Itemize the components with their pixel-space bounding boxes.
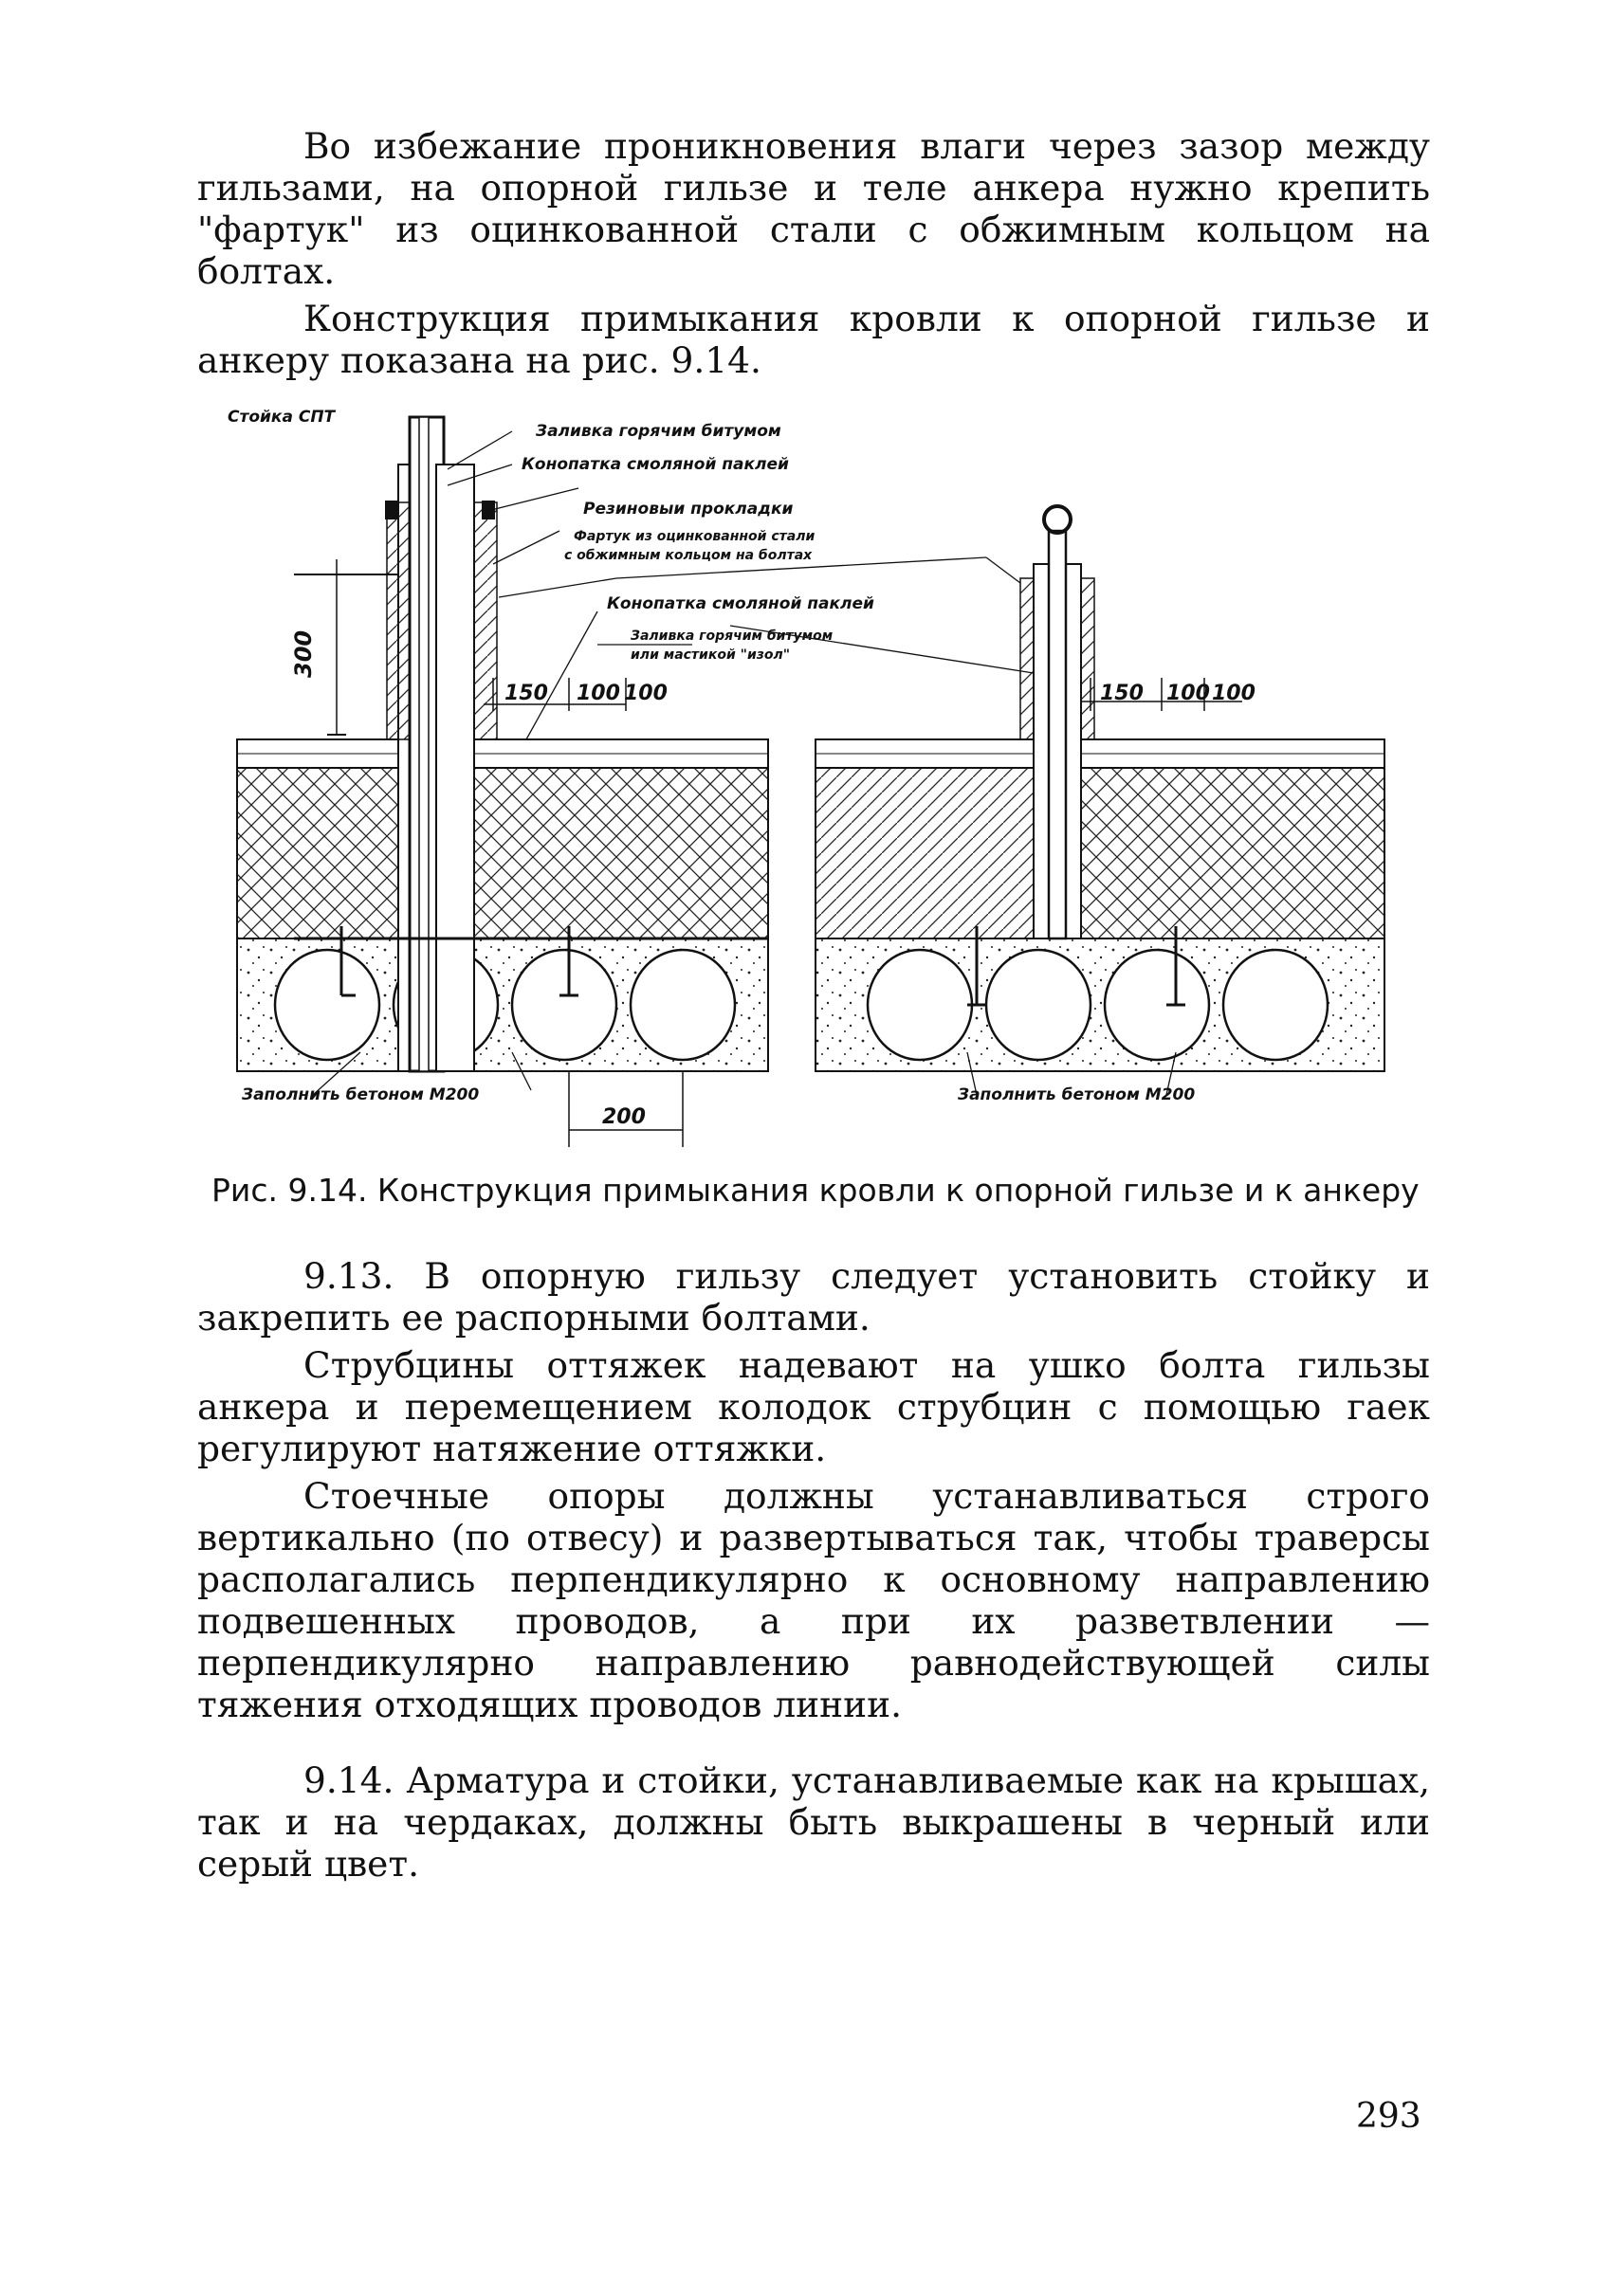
label-apron-line2: с обжимным кольцом на болтах xyxy=(564,548,813,563)
roof-junction-figure xyxy=(199,398,1432,1157)
dim-300: 300 xyxy=(290,629,317,678)
label-bitumen-line2: или мастикой "изол" xyxy=(631,647,791,663)
dim-100b-right: 100 xyxy=(1212,682,1256,705)
label-caulk-mid: Конопатка смоляной паклей xyxy=(607,594,874,613)
dim-100b-left: 100 xyxy=(624,682,668,705)
left-assembly xyxy=(237,417,768,1147)
label-caulk-top: Конопатка смоляной паклей xyxy=(522,455,789,474)
label-stand: Стойка СПТ xyxy=(228,408,336,427)
paragraph-1: Во избежание проникновения влаги через зазор между гильзами, на опорной гильзе и теле анкера нужно крепить "фартук" из оцинкованной стали с обжимным кольцом на болтах. xyxy=(197,125,1430,292)
figure-caption: Рис. 9.14. Конструкция примыкания кровли к опорной гильзе и к анкеру xyxy=(211,1172,1420,1209)
dim-150-left: 150 xyxy=(504,682,548,705)
page-number: 293 xyxy=(1356,2097,1421,2136)
dim-100a-right: 100 xyxy=(1166,682,1210,705)
label-rubber-gaskets: Резиновыи прокладки xyxy=(583,500,794,519)
paragraph-4: Струбцины оттяжек надевают на ушко болта гильзы анкера и перемещением колодок струбцин с помощью гаек регулируют натяжение оттяжки. xyxy=(197,1344,1430,1469)
dim-100a-left: 100 xyxy=(577,682,620,705)
label-bitumen-line1: Заливка горячим битумом xyxy=(631,629,834,644)
right-assembly xyxy=(816,506,1384,1071)
label-apron-line1: Фартук из оцинкованной стали xyxy=(574,529,816,544)
dim-150-right: 150 xyxy=(1100,682,1144,705)
label-concrete-right: Заполнить бетоном М200 xyxy=(958,1085,1196,1104)
paragraph-6: 9.14. Арматура и стойки, устанавливаемые как на крышах, так и на чердаках, должны быть выкрашены в черный или серый цвет. xyxy=(197,1759,1430,1885)
paragraph-2: Конструкция примыкания кровли к опорной гильзе и анкеру показана на рис. 9.14. xyxy=(197,298,1430,381)
dim-200: 200 xyxy=(602,1105,646,1129)
paragraph-5: Стоечные опоры должны устанавливаться строго вертикально (по отвесу) и развертываться так, чтобы траверсы располагались перпендикулярно к основному направлению подвешенных проводов, а при их разветвлении — перпендикулярно направлению равнодействующей силы тяжения отходящих проводов линии. xyxy=(197,1475,1430,1725)
label-concrete-left: Заполнить бетоном М200 xyxy=(242,1085,480,1104)
label-bitumen-fill: Заливка горячим битумом xyxy=(536,422,781,441)
paragraph-3: 9.13. В опорную гильзу следует установить стойку и закрепить ее распорными болтами. xyxy=(197,1255,1430,1339)
